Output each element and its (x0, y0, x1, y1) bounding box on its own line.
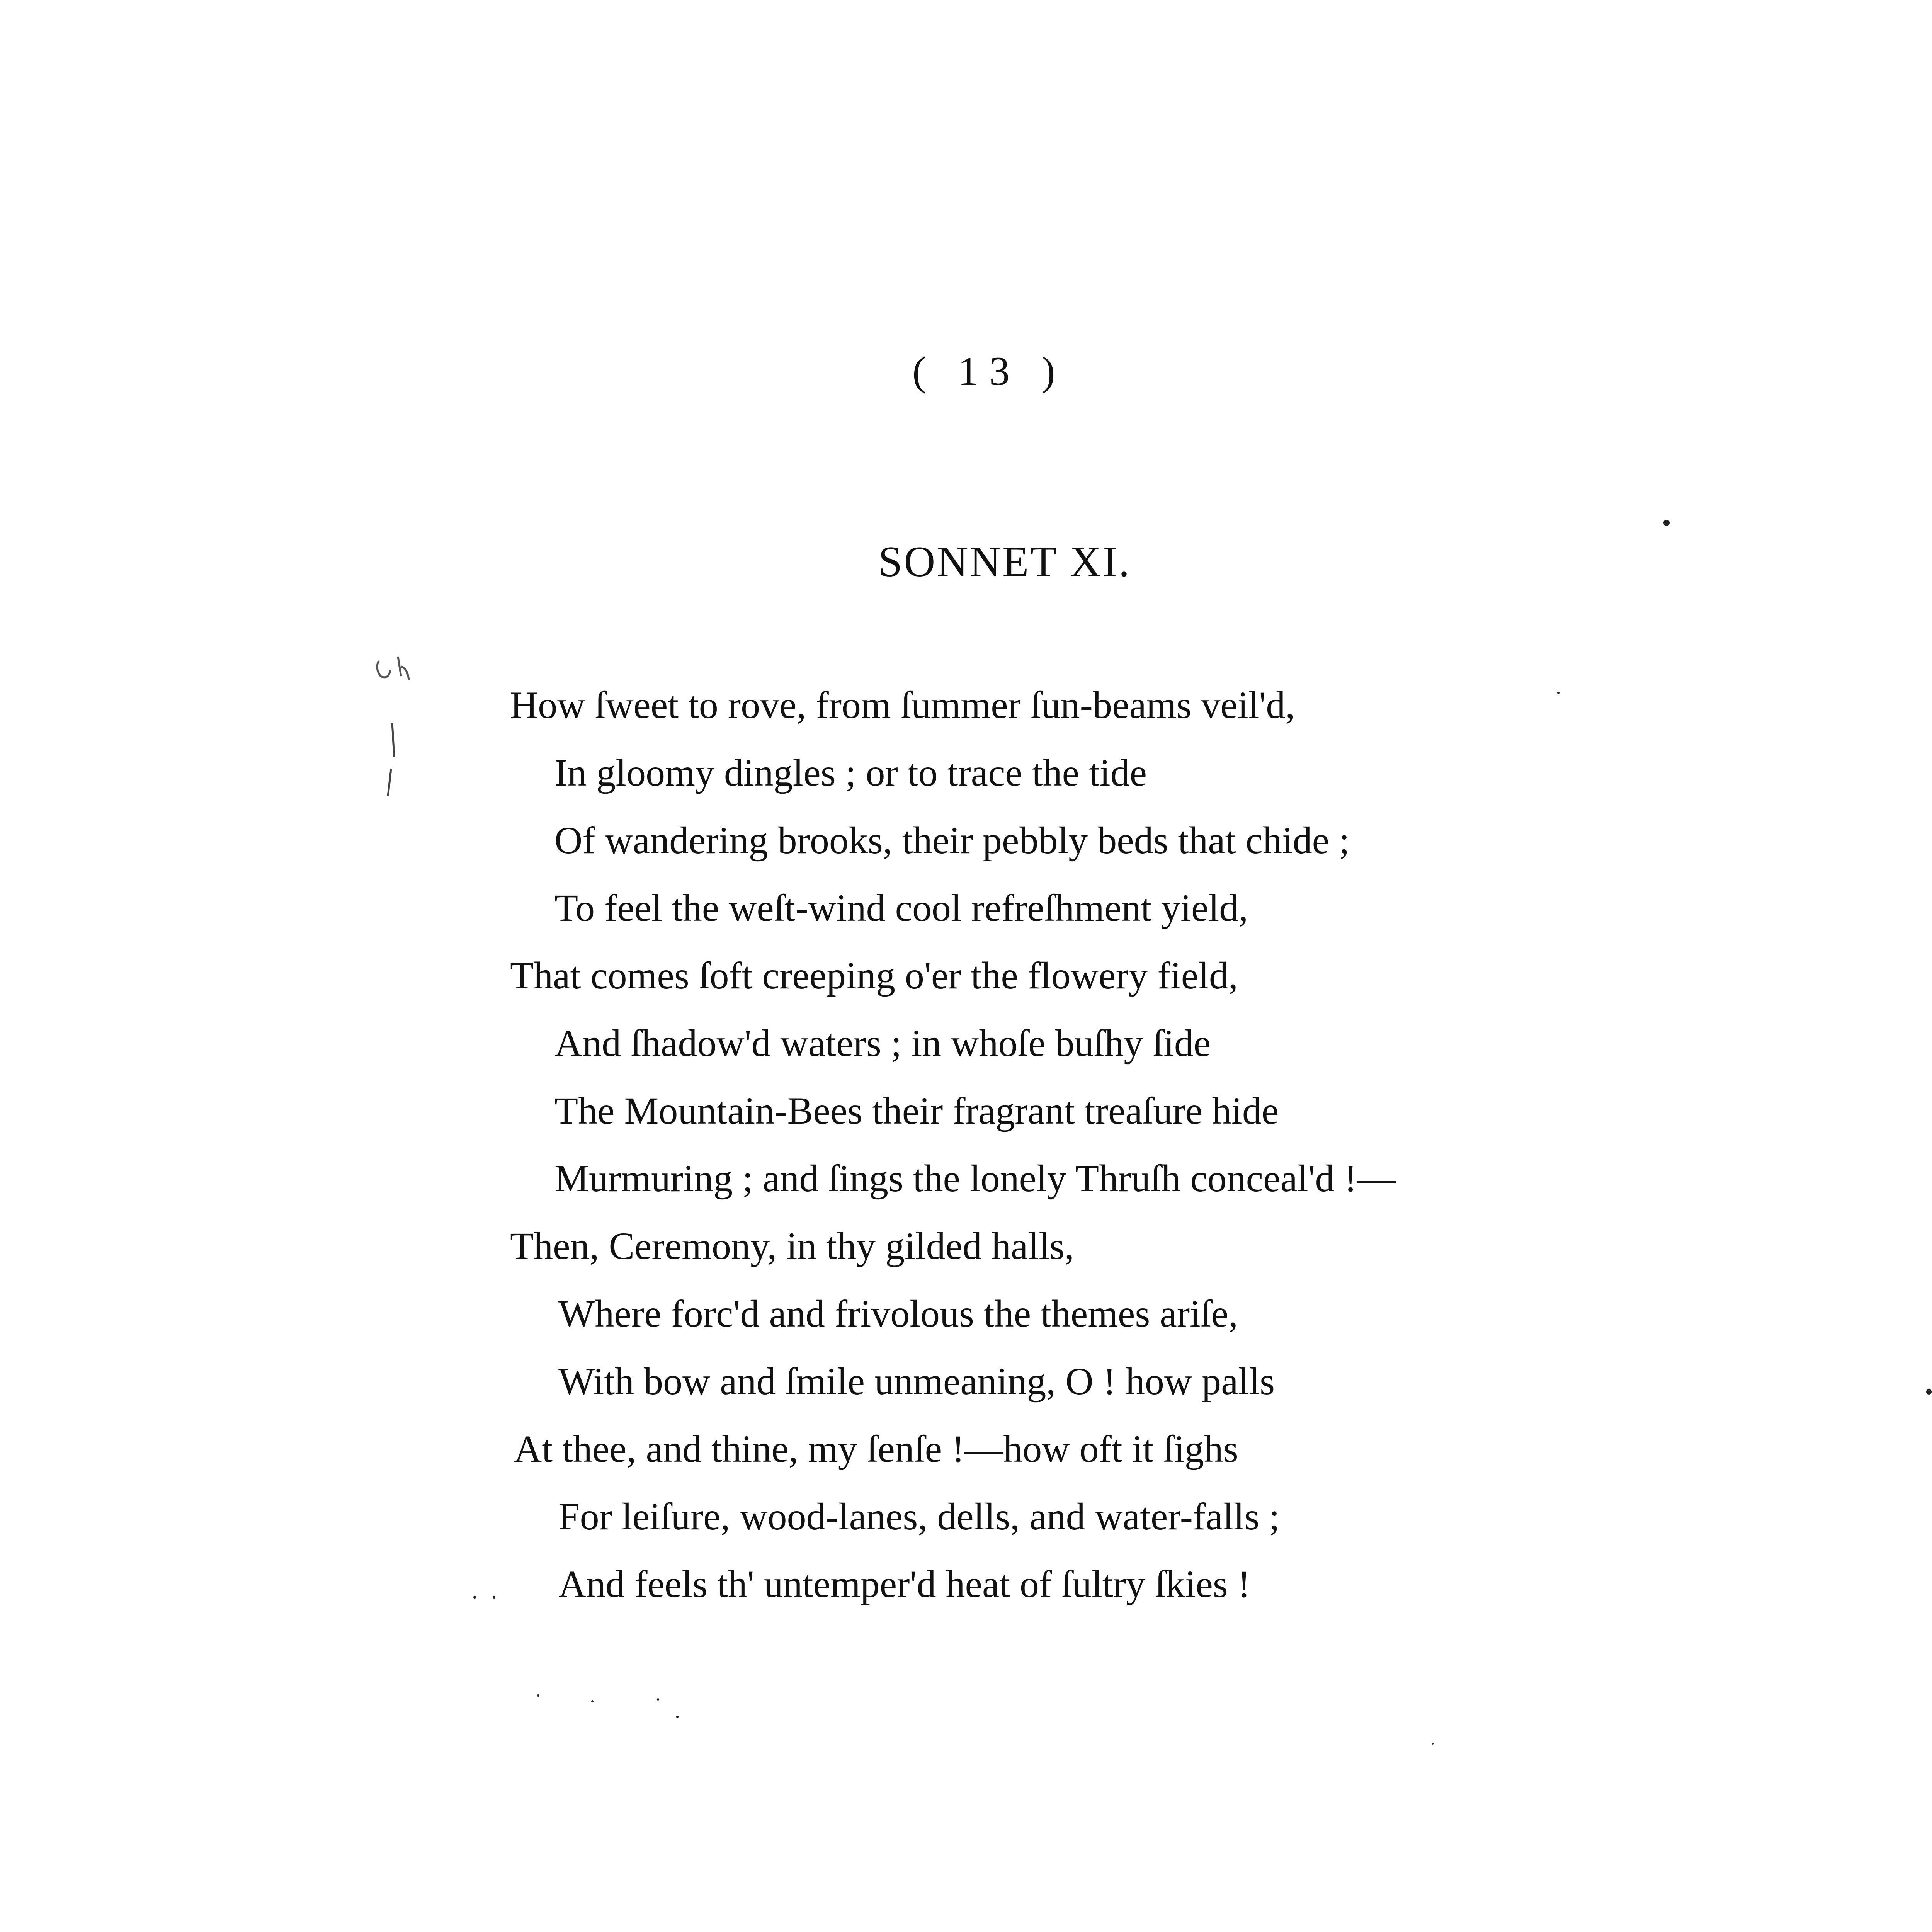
poem-line: In gloomy dingles ; or to trace the tide (554, 751, 1147, 794)
scan-speck (676, 1716, 679, 1718)
scan-speck (1557, 692, 1560, 694)
poem-line: The Mountain-Bees their fragrant treaſure hide (554, 1089, 1279, 1132)
poem-line: To feel the weſt-wind cool refreſhment yield, (554, 886, 1248, 929)
poem-line: Murmuring ; and ſings the lonely Thruſh conceal'd !— (554, 1157, 1396, 1200)
scan-speck (1432, 1743, 1434, 1745)
poem-line: Then, Ceremony, in thy gilded halls, (510, 1225, 1074, 1267)
page-number: ( 13 ) (912, 349, 1066, 394)
poem-line: At thee, and thine, my ſenſe !—how oft it ſighs (514, 1427, 1238, 1470)
scan-speck (1926, 1389, 1932, 1395)
poem-line: For leiſure, wood-lanes, dells, and water-falls ; (558, 1495, 1280, 1538)
poem-line: Where forc'd and frivolous the themes ariſe, (558, 1292, 1238, 1335)
scan-speck (591, 1700, 594, 1702)
poem-line: How ſweet to rove, from ſummer ſun-beams veil'd, (510, 684, 1295, 726)
poem-line: Of wandering brooks, their pebbly beds that chide ; (554, 819, 1350, 862)
poem-line: And feels th' untemper'd heat of ſultry ſkies ! (558, 1563, 1251, 1605)
scan-speck (473, 1596, 476, 1599)
scan-speck (537, 1694, 539, 1697)
poem-line: With bow and ſmile unmeaning, O ! how palls (558, 1360, 1275, 1403)
sonnet-title: SONNET XI. (878, 538, 1131, 586)
scan-speck (493, 1596, 495, 1599)
poem-line: And ſhadow'd waters ; in whoſe buſhy ſide (554, 1022, 1211, 1065)
scan-speck (1663, 520, 1670, 526)
scan-speck (657, 1698, 659, 1701)
poem-line: That comes ſoft creeping o'er the flowery field, (510, 954, 1238, 997)
